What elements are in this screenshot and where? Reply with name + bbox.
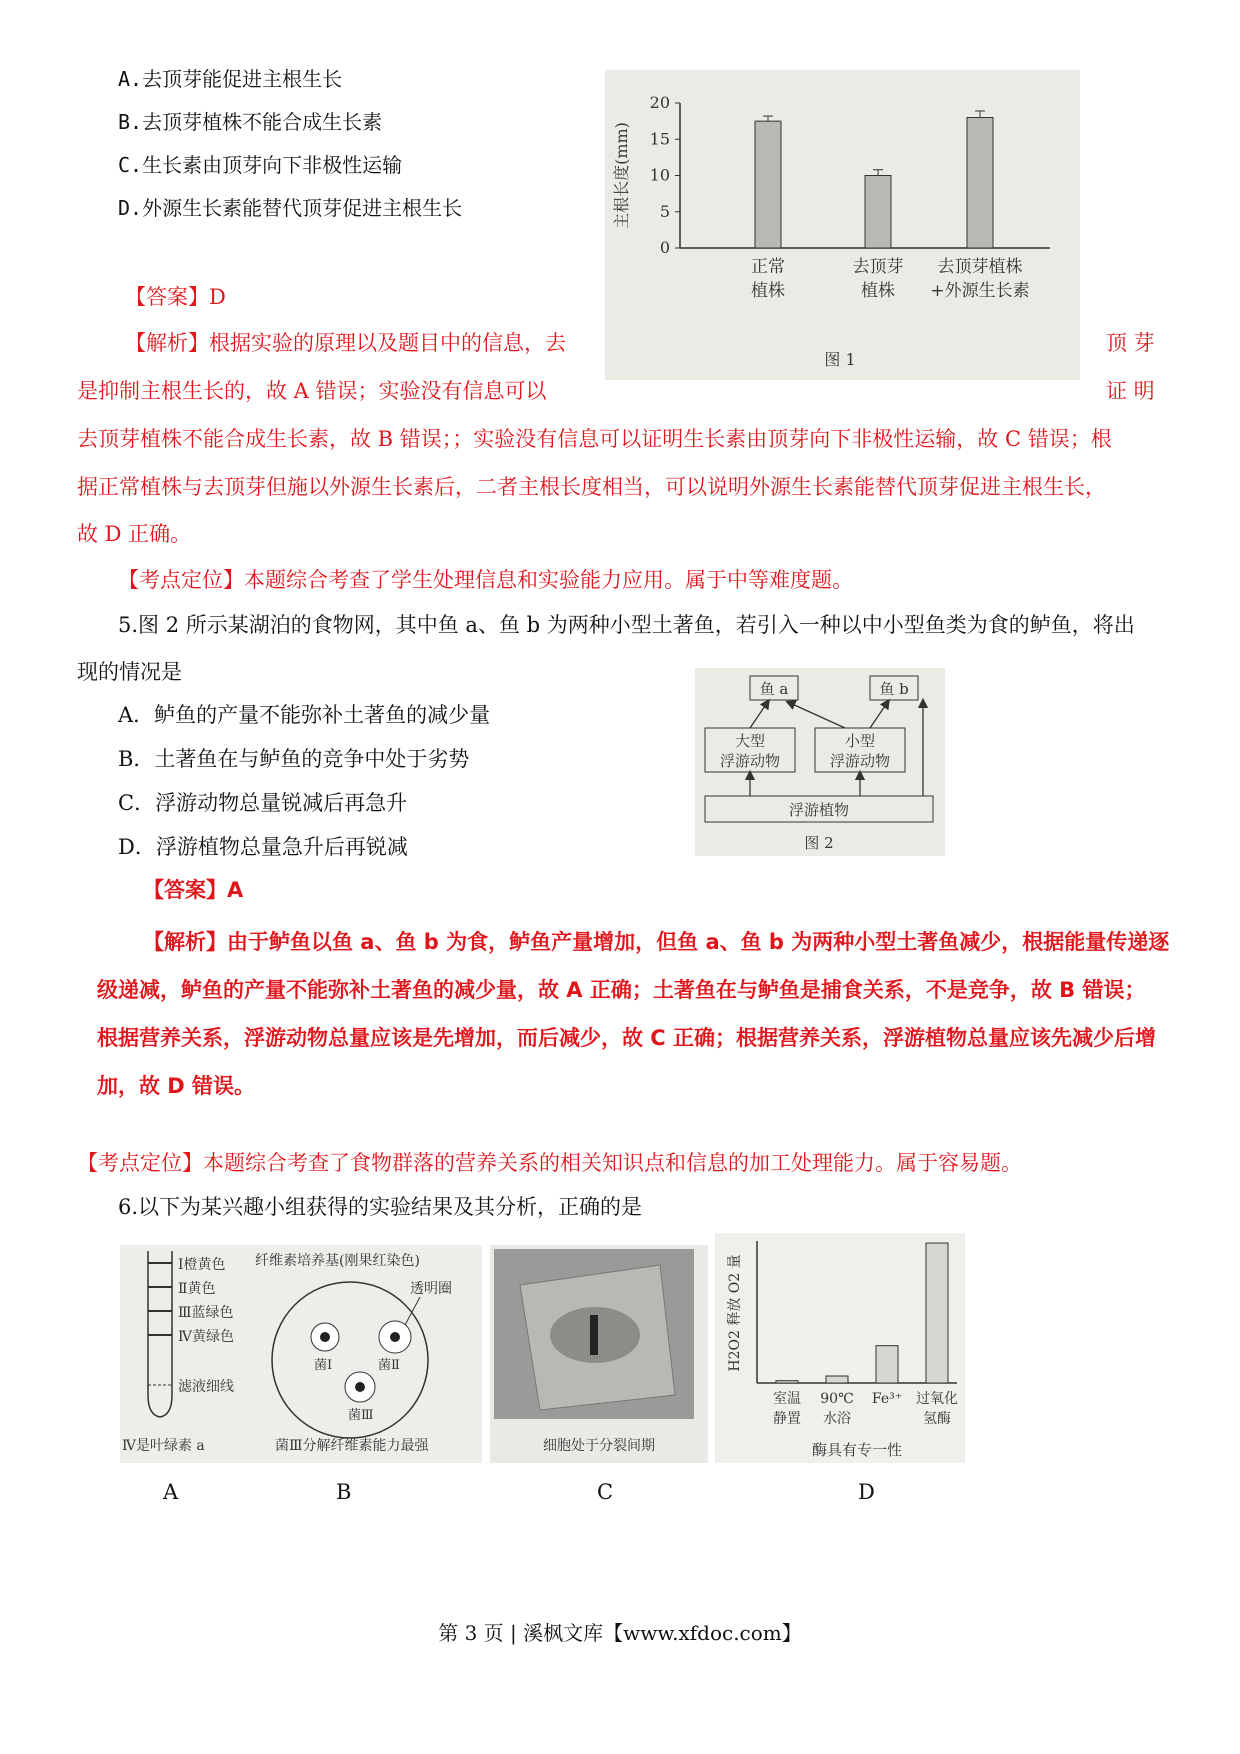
- q4-analysis-line-5: 故 D 正确。: [77, 522, 192, 546]
- q6-panels-ab-svg: [120, 1245, 482, 1463]
- y-tick-label-2: 10: [649, 165, 670, 185]
- y-tick-label-3: 15: [649, 129, 670, 149]
- d-y-axis-label: H2O2 释放 O2 量: [727, 1254, 743, 1372]
- strain-1-label: 菌Ⅰ: [314, 1358, 333, 1373]
- panel-b-caption: 菌Ⅲ分解纤维素能力最强: [275, 1438, 429, 1454]
- q6-label-b: B: [336, 1480, 352, 1504]
- d-caption: 酶具有专一性: [811, 1441, 903, 1459]
- y-tick-label-0: 0: [659, 238, 670, 257]
- q5-stem-line-1: 5.图 2 所示某湖泊的食物网，其中鱼 a、鱼 b 为两种小型土著鱼，若引入一种以中小型鱼类为食的鲈鱼，将出: [118, 613, 1135, 637]
- figure-1-caption: 图 1: [824, 350, 856, 369]
- panel-a-caption: Ⅳ是叶绿素 a: [122, 1438, 205, 1454]
- x-tick-label-0-0: 正常: [751, 257, 785, 277]
- bar-0: [755, 121, 781, 248]
- x-tick-label-1-0: 去顶芽: [852, 257, 904, 277]
- q5-answer: 【答案】A: [143, 878, 244, 902]
- d-x-label-0-1: 静置: [773, 1411, 801, 1427]
- q4-option-c: C.生长素由顶芽向下非极性运输: [118, 153, 403, 177]
- panel-c-svg: [490, 1245, 708, 1463]
- figure-2-food-web: [695, 668, 945, 856]
- q5-analysis-line-3: 根据营养关系，浮游动物总量应该是先增加，而后减少，故 C 正确；根据营养关系，浮游植物总量应该先减少后增: [97, 1026, 1157, 1050]
- page-footer: 第 3 页 | 溪枫文库【www.xfdoc.com】: [438, 1621, 802, 1645]
- small-zooplankton-line-2: 浮游动物: [829, 752, 891, 770]
- q6-stem: 6.以下为某兴趣小组获得的实验结果及其分析，正确的是: [118, 1195, 643, 1219]
- band-label-3: Ⅲ蓝绿色: [178, 1305, 234, 1321]
- fish-a-label: 鱼 a: [759, 680, 789, 698]
- q5-stem-line-2: 现的情况是: [77, 660, 182, 684]
- d-x-label-3-0: 过氧化: [916, 1391, 958, 1407]
- y-axis-label: 主根长度(mm): [612, 122, 631, 229]
- bar-2: [967, 118, 993, 249]
- q4-option-a: A.去顶芽能促进主根生长: [118, 67, 343, 91]
- figure-1-chart: [605, 70, 1080, 380]
- q4-analysis-right-2: 证 明: [1106, 379, 1155, 403]
- fish-b-label: 鱼 b: [879, 680, 909, 698]
- strain-2-colony: [390, 1332, 400, 1342]
- d-bar-3: [926, 1243, 948, 1383]
- phytoplankton-label: 浮游植物: [788, 801, 850, 819]
- q5-analysis-line-1: 【解析】由于鲈鱼以鱼 a、鱼 b 为食，鲈鱼产量增加，但鱼 a、鱼 b 为两种小型土著鱼减少，根据能量传递逐: [143, 930, 1170, 954]
- figure-2-caption: 图 2: [804, 834, 834, 852]
- q4-analysis-line-1: 【解析】根据实验的原理以及题目中的信息，去: [125, 331, 566, 355]
- q4-analysis-line-2: 是抑制主根生长的，故 A 错误；实验没有信息可以: [77, 379, 547, 403]
- y-tick-label-4: 20: [649, 93, 670, 112]
- strain-1-colony: [320, 1332, 330, 1342]
- panel-b-title: 纤维素培养基(刚果红染色): [255, 1253, 420, 1269]
- q4-answer: 【答案】D: [125, 285, 226, 309]
- y-tick-label-1: 5: [659, 201, 670, 221]
- q6-label-a: A: [163, 1480, 179, 1504]
- arrow-large-to-fish-a: [750, 703, 767, 728]
- band-label-4: Ⅳ黄绿色: [178, 1329, 234, 1345]
- small-zooplankton-line-1: 小型: [844, 732, 876, 750]
- x-tick-label-2-1: +外源生长素: [930, 281, 1030, 301]
- q5-option-d: D．浮游植物总量急升后再锐减: [118, 835, 408, 859]
- x-tick-label-2-0: 去顶芽植株: [937, 257, 1023, 277]
- q6-panel-d: [715, 1233, 965, 1463]
- panel-d-svg: [715, 1233, 965, 1463]
- strain-3-label: 菌Ⅲ: [348, 1408, 374, 1423]
- q5-analysis-line-2: 级递减，鲈鱼的产量不能弥补土著鱼的减少量，故 A 正确；土著鱼在与鲈鱼是捕食关系，不是竞争，故 B 错误；: [97, 978, 1146, 1002]
- arrow-small-to-fish-b: [870, 703, 887, 728]
- q4-analysis-line-4: 据正常植株与去顶芽但施以外源生长素后，二者主根长度相当，可以说明外源生长素能替代顶芽促进主根生长，: [77, 475, 1106, 499]
- q6-label-c: C: [597, 1480, 614, 1504]
- q5-analysis-line-4: 加，故 D 错误。: [97, 1074, 256, 1098]
- x-tick-label-0-1: 植株: [751, 281, 785, 301]
- d-x-label-1-0: 90℃: [820, 1391, 854, 1407]
- d-x-label-2-0: Fe³⁺: [871, 1391, 903, 1407]
- chromosomes-metaphase-plate: [590, 1315, 598, 1355]
- figure-1-svg: [605, 70, 1080, 380]
- band-label-2: Ⅱ黄色: [178, 1281, 216, 1297]
- clear-zone-label: 透明圈: [410, 1281, 452, 1297]
- d-bar-1: [826, 1376, 848, 1383]
- filtrate-line-label: 滤液细线: [178, 1379, 234, 1395]
- large-zooplankton-line-1: 大型: [734, 732, 766, 750]
- x-tick-label-1-1: 植株: [861, 281, 895, 301]
- d-x-label-1-1: 水浴: [823, 1411, 851, 1427]
- q4-analysis-line-3: 去顶芽植株不能合成生长素，故 B 错误；；实验没有信息可以证明生长素由顶芽向下非极性运输，故 C 错误；根: [77, 427, 1112, 451]
- q4-option-b: B.去顶芽植株不能合成生长素: [118, 110, 383, 134]
- q6-label-d: D: [858, 1480, 875, 1504]
- q6-panel-c: [490, 1245, 708, 1463]
- q5-option-b: B．土著鱼在与鲈鱼的竞争中处于劣势: [118, 747, 470, 771]
- d-bar-0: [776, 1381, 798, 1383]
- figure-2-svg: [695, 668, 945, 856]
- q4-analysis-right-1: 顶 芽: [1106, 331, 1155, 355]
- arrow-small-to-fish-a: [790, 703, 845, 728]
- d-x-label-0-0: 室温: [773, 1391, 801, 1407]
- q5-point: 【考点定位】本题综合考查了食物群落的营养关系的相关知识点和信息的加工处理能力。属于容易题。: [77, 1151, 1022, 1175]
- strain-2-label: 菌Ⅱ: [378, 1358, 400, 1373]
- q4-option-d: D.外源生长素能替代顶芽促进主根生长: [118, 196, 463, 220]
- d-bar-2: [876, 1346, 898, 1383]
- bar-1: [865, 176, 891, 249]
- band-label-1: Ⅰ橙黄色: [178, 1257, 226, 1273]
- q6-panels-ab: [120, 1245, 482, 1463]
- d-x-label-3-1: 氢酶: [923, 1411, 951, 1427]
- q4-point: 【考点定位】本题综合考查了学生处理信息和实验能力应用。属于中等难度题。: [118, 568, 853, 592]
- q5-option-c: C．浮游动物总量锐减后再急升: [118, 791, 408, 815]
- q5-option-a: A．鲈鱼的产量不能弥补土著鱼的减少量: [118, 703, 491, 727]
- panel-c-caption: 细胞处于分裂间期: [543, 1438, 655, 1454]
- large-zooplankton-line-2: 浮游动物: [719, 752, 781, 770]
- strain-3-colony: [355, 1382, 365, 1392]
